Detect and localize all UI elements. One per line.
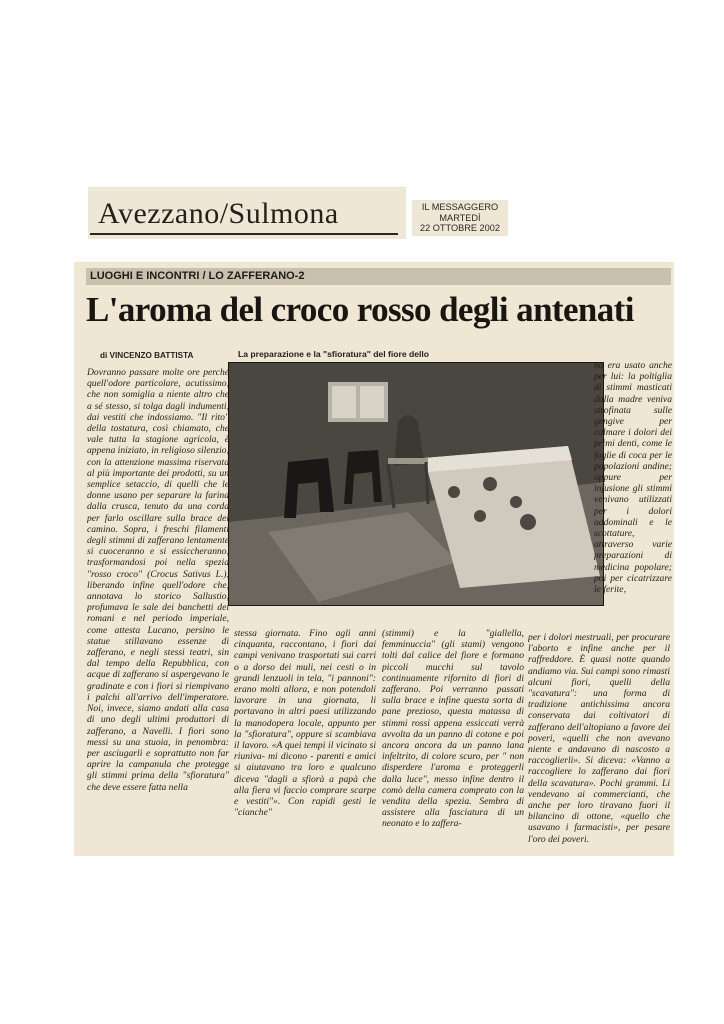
publication-day: MARTEDÌ xyxy=(439,212,481,223)
article-photo xyxy=(228,362,604,606)
publication-date: 22 OTTOBRE 2002 xyxy=(419,223,500,233)
article-column-3: (stimmi) e la "giallella, femminuccia" (gli stami) vengono tolti dal calice del fiore e formano piccoli mucchi sul tavolo continuamente rifornito di fiori di zafferano. Poi verranno passati sulla brace e infine questa sorta di pane prezioso, questa matassa di stimmi rossi appena essiccati verrà avvolta da un panno di cotone e poi ancora ancora da un panno lana infeltrito, di colore scuro, per " non disperdere l'aroma e proteggerli dalla luce", messo infine dentro il comò della camera comprato con la vendita della spezia. Sembra di assistere alla fasciatura di un neonato e lo zaffera- xyxy=(382,628,524,830)
article-column-2: stessa giornata. Fino agli anni cinquanta, raccontano, i fiori dai campi venivano trasportati sui carri o a dorso dei muli, nei cesti o in grandi lenzuoli in tela, "i pannoni": erano molti allora, e non potendoli lavorare in una giornata, li portavano in altri paesi utilizzando la manodopera locale, appunto per la "sfioratura", oppure si scambiava il lavoro. «A quei tempi il vicinato si riuniva- mi dicono - parenti e amici si aiutavano tra loro e qualcuno diceva "dagli a sfiorà a papà che alla fiera vi faccio comprare scarpe e vestiti"». Con rapidi gesti le "cianche" xyxy=(234,628,376,819)
article-headline: L'aroma del croco rosso degli antenati xyxy=(86,290,634,329)
article-byline: di VINCENZO BATTISTA xyxy=(100,351,194,360)
header-rule xyxy=(90,233,398,235)
article-column-4: no era usato anche per lui: la poltiglia di stimmi masticati dalla madre veniva strofinata sulle gengive per calmare i dolori dei primi denti, come le foglie di coca per le popolazioni andine; oppure per infusione gli stimmi venivano utilizzati per i dolori addominali e le scottature, attraverso varie preparazioni di medicina popolare; poi per cicatrizzare le ferite, xyxy=(594,360,672,596)
photo-caption: La preparazione e la "sfioratura" del fiore dello xyxy=(238,349,430,359)
section-title: Avezzano/Sulmona xyxy=(98,197,339,230)
article-column-1: Dovranno passare molte ore perché quell'odore particolare, acutissimo, che non somiglia a niente altro che a sé stesso, si tolga dagli indumenti, dai vestiti che indossiamo. "Il rito" della tostatura, così chiamato, che vale tutta la stagione agricola, è appena iniziato, in religioso silenzio, con la attenzione massima riservata al più importante dei prodotti, su un semplice setaccio, di quelli che le donne usano per separare la farina dalla crusca, tenuto da una corda per farlo oscillare sulla brace del camino. Sopra, i freschi filamenti degli stimmi di zafferano lentamente si cuoceranno e si essiccheranno, trasformandosi poi nella spezia "rosso croco" (Crocus Sativus L.), liberando infine quell'odore che, annotava lo storico Sallustio, profumava le sale dei banchetti dei romani e nel periodo imperiale, come attesta Lucano, persino le statue stillavano essenze di zafferano, e negli stessi teatri, sin dal tempo della Repubblica, con acque di zafferano si aspergevano le gradinate e con i fiori si riempivano i palchi all'arrivo dell'imperatore. Noi, invece, siamo andati alla casa di uno degli ultimi produttori di zafferano, a Navelli. I fiori sono messi su una stuoia, in penombra: per asciugarli e soprattutto non far aprire la campanula che protegge gli stimmi prima della "sfioratura" che deve essere fatta nella xyxy=(87,367,229,793)
article-column-5: per i dolori mestruali, per procurare l'aborto e infine anche per il raffreddore. È quasi notte quando andiamo via. Sui campi sono rimasti alcuni fiori, quelli della "scavatura": una forma di tradizione antichissima ancora conservata dai coltivatori di zafferano dell'altopiano a favore dei poveri, «quelli che non avevano niente e andavano di nascosto a raccoglierli». Si diceva: «Vanno a raccogliere lo zafferano dai fiori della scavatura». Pochi grammi. Li vendevano ai commercianti, che anche per loro tiravano fuori il bilancino di ottone, «quello che usavano i farmacisti», per pesare l'oro dei poveri. xyxy=(528,632,670,845)
publication-info xyxy=(412,200,508,236)
article-kicker: LUOGHI E INCONTRI / LO ZAFFERANO-2 xyxy=(90,270,305,282)
publication-name: IL MESSAGGERO xyxy=(421,202,499,212)
